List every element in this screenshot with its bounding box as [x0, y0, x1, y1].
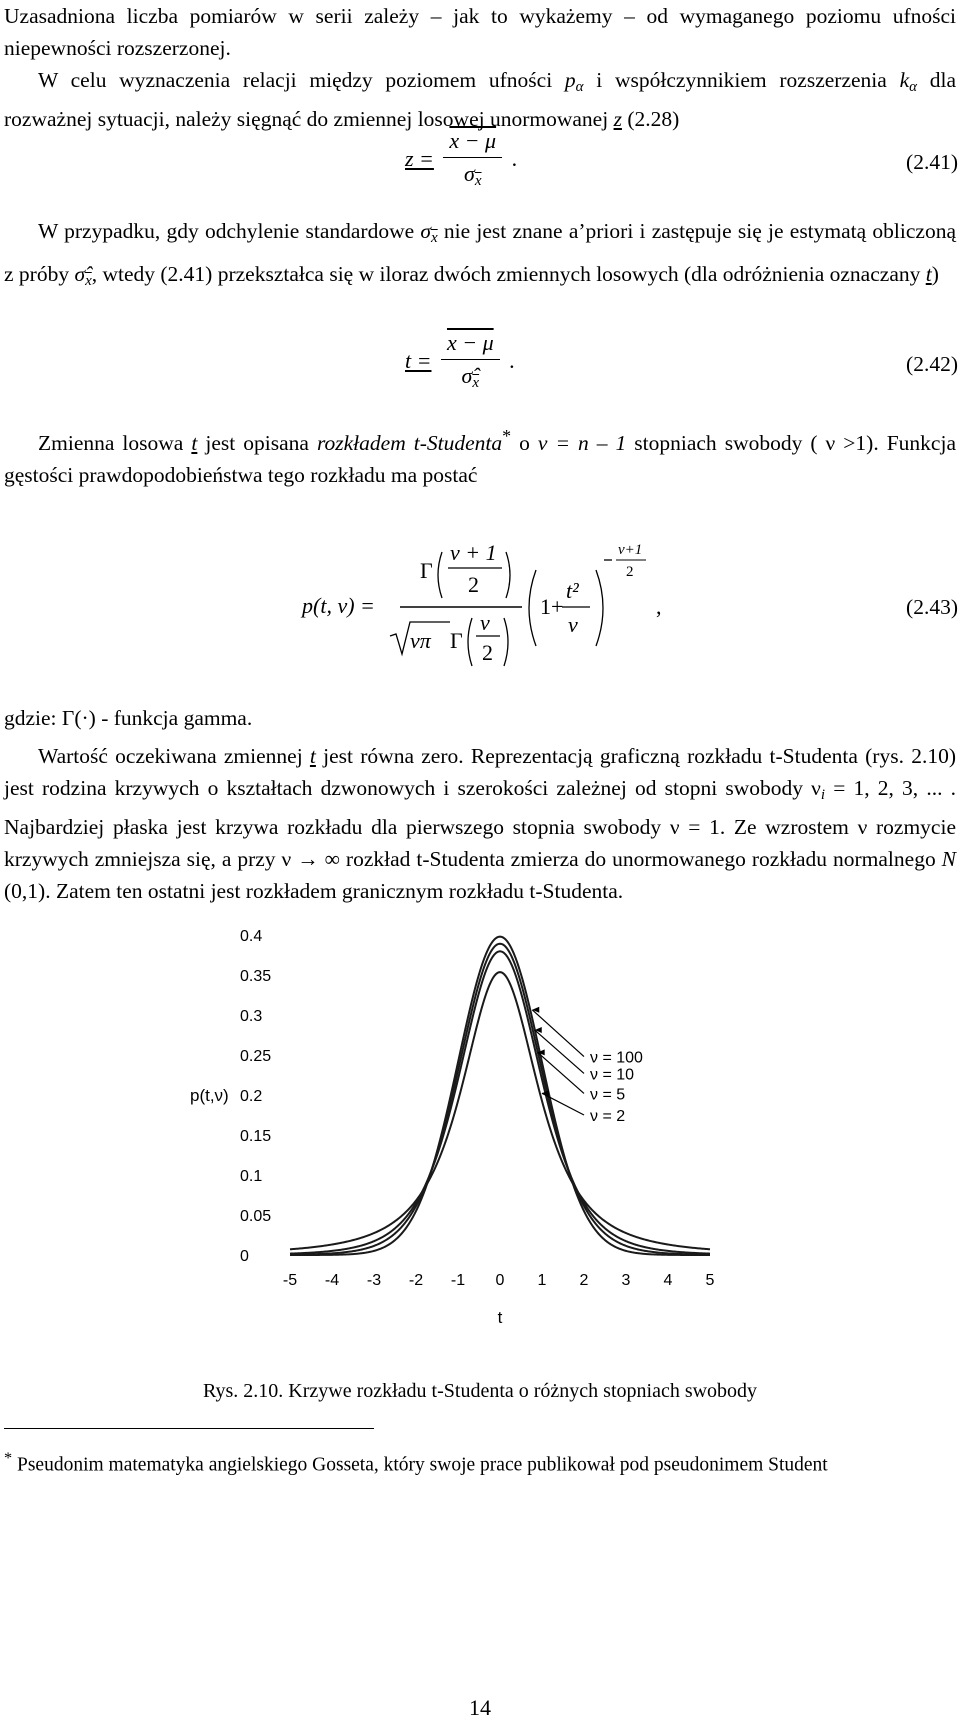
x-tick-label: -5 [282, 1272, 298, 1289]
eq-lhs: p(t, ν) = [302, 593, 375, 618]
t-squared: t² [566, 578, 579, 603]
sigma-subscript: x [431, 230, 438, 246]
y-tick-label: 0.15 [240, 1128, 272, 1145]
y-tick-label: 0.3 [240, 1008, 263, 1025]
text-span: , wtedy (2.41) przekształca się w iloraz dwóch zmiennych losowych (dla odróżnienia oznaczany [91, 262, 926, 286]
eq-tail: , [656, 594, 662, 619]
equation-2-43 [300, 530, 680, 675]
numerator-text: x − μ [449, 128, 497, 153]
gamma-numerator: Γ [420, 558, 433, 583]
y-tick-label: 0.4 [240, 928, 263, 945]
footnote-separator [4, 1428, 374, 1429]
fraction-denominator [464, 158, 482, 194]
fraction [441, 330, 500, 396]
x-tick-label: -3 [366, 1272, 382, 1289]
text-span: dla rozważnej sytuacji, należy sięgnąć do zmiennej losowej unormowanej [4, 68, 956, 131]
fraction-numerator [441, 330, 500, 360]
legend-arrowhead-nu-100 [532, 1007, 539, 1013]
y-tick-label: 0.05 [240, 1208, 272, 1225]
chart-svg [190, 925, 830, 1355]
gamma-den-arg-top: ν [480, 610, 490, 635]
sigma-subscript: x [474, 173, 482, 189]
legend-label-nu-100: ν = 100 [590, 1049, 643, 1067]
nu-denominator: ν [568, 612, 578, 637]
fraction-denominator [462, 360, 480, 396]
p-symbol: p [564, 68, 576, 92]
x-tick-label: -1 [450, 1272, 466, 1289]
equation-2-42 [405, 330, 515, 396]
text-span: ) [931, 262, 939, 286]
fraction-numerator [443, 128, 502, 158]
page-number: 14 [469, 1695, 491, 1720]
text-span: W przypadku, gdy odchylenie standardowe [38, 219, 421, 243]
eq-lhs: z = [405, 146, 434, 172]
t-symbol: t [925, 262, 932, 286]
equation-number-2-43: (2.43) [906, 595, 958, 619]
gamma-denominator: Γ [450, 628, 463, 653]
text-span: stopniach swobody ( ν >1). Funkcja gęstości prawdopodobieństwa tego rozkładu ma postać [4, 431, 956, 488]
t-symbol: t [309, 744, 316, 768]
paragraph-expected-value [4, 740, 956, 907]
sqrt-nu-pi: νπ [410, 628, 431, 653]
t-symbol: t [191, 431, 198, 456]
sigma-symbol: σ [420, 219, 431, 243]
footnote-marker: * [4, 1449, 13, 1467]
legend-label-nu-10: ν = 10 [590, 1066, 635, 1084]
intro-paragraph [4, 0, 956, 135]
alpha-subscript: α [909, 79, 917, 95]
sigma-hat-symbol: σ̂ [74, 262, 86, 286]
text-span: Zmienna losowa [38, 431, 192, 456]
y-tick-label: 0.1 [240, 1168, 263, 1185]
paragraph-sigma-estimate [4, 213, 956, 299]
legend-label-nu-5: ν = 5 [590, 1086, 626, 1104]
x-tick-label: 1 [537, 1272, 547, 1289]
legend-label-nu-2: ν = 2 [590, 1108, 626, 1125]
text-span: = 1, 2, 3, ... . Najbardziej płaska jest krzywa rozkładu dla pierwszego stopnia swobody ν = 1. Ze wzrostem ν rozmycie krzywych zmniejsza się, a przy ν → ∞ rozkład t-Studenta zmierza do unormowanego rozkładu normalnego [4, 776, 956, 871]
text-span: jest równa zero. Reprezentacją graficzną rozkładu t-Studenta (rys. 2.10) jest rodzina krzywych o kształtach dzwonowych i szerokości zależnej od stopni swobody ν [4, 744, 956, 800]
text-span: (0,1). Zatem ten ostatni jest rozkładem granicznym rozkładu t-Studenta. [4, 879, 624, 903]
eq-lhs: t = [405, 348, 432, 374]
fraction [443, 128, 502, 194]
gamma-den-arg-bottom: 2 [482, 640, 493, 665]
x-tick-label: 5 [705, 1272, 715, 1289]
x-tick-label: 0 [495, 1272, 505, 1289]
i-subscript: i [820, 787, 826, 803]
x-tick-label: 2 [579, 1272, 589, 1289]
footnote-marker: * [502, 426, 512, 446]
nu-equation: ν = n – 1 [537, 431, 627, 456]
x-tick-label: -4 [324, 1272, 340, 1289]
y-axis-label: p(t,ν) [190, 1086, 229, 1105]
y-tick-label: 0 [240, 1248, 249, 1265]
curve-nu-2 [290, 972, 710, 1249]
text-span: nie jest znane a’priori i zastępuje się je estymatą obliczoną z próby [4, 219, 956, 286]
intro-line-1: Uzasadniona liczba pomiarów w serii zależy – jak to wykażemy – od wymaganego poziomu ufności niepewności rozszerzonej. [4, 4, 956, 60]
curve-nu-5 [290, 951, 710, 1253]
sigma-subscript: x [472, 375, 480, 391]
text-span: i współczynnikiem rozszerzenia [583, 68, 900, 92]
numerator-text: x − μ [446, 330, 494, 355]
gamma-arg-bottom: 2 [468, 572, 479, 597]
paragraph-student-dist [4, 420, 956, 491]
one-plus: 1+ [540, 594, 564, 619]
z-symbol: z [613, 107, 622, 131]
eq-tail: . [509, 348, 515, 374]
eq-tail: . [511, 146, 518, 172]
text-span: jest opisana [197, 431, 317, 456]
y-tick-label: 0.2 [240, 1088, 263, 1105]
equation-2-41 [405, 128, 517, 194]
x-axis-label: t [497, 1308, 503, 1327]
text-span: o [511, 431, 538, 456]
sigma-subscript: x [85, 273, 92, 289]
sigma-symbol: σ [463, 161, 475, 186]
y-tick-label: 0.35 [240, 968, 272, 985]
text-span: W celu wyznaczenia relacji między poziomem ufności [38, 68, 565, 92]
text-span: (2.28) [621, 107, 680, 131]
intro-line-2 [4, 64, 956, 135]
t-student-chart [190, 925, 830, 1355]
footnote-text: Pseudonim matematyka angielskiego Gosseta, który swoje prace publikował pod pseudonimem Student [12, 1454, 828, 1476]
distribution-name: rozkładem t-Studenta [316, 431, 503, 456]
curve-nu-10 [290, 944, 710, 1255]
exponent-top: ν+1 [618, 542, 643, 558]
sigma-hat-symbol: σ̂ [461, 363, 473, 388]
equation-number-2-41: (2.41) [906, 150, 958, 174]
k-symbol: k [899, 68, 910, 92]
y-tick-label: 0.25 [240, 1048, 272, 1065]
x-tick-label: -2 [408, 1272, 424, 1289]
curve-nu-100 [290, 937, 710, 1255]
x-tick-label: 4 [663, 1272, 673, 1289]
text-span: Wartość oczekiwana zmiennej [38, 744, 310, 768]
gamma-arg-top: ν + 1 [450, 540, 497, 565]
figure-caption: Rys. 2.10. Krzywe rozkładu t-Studenta o różnych stopniach swobody [202, 1380, 758, 1402]
x-tick-label: 3 [621, 1272, 631, 1289]
N-symbol: N [941, 847, 956, 871]
equation-number-2-42: (2.42) [906, 352, 958, 376]
gamma-definition: gdzie: Γ(·) - funkcja gamma. [4, 706, 253, 730]
alpha-subscript: α [575, 79, 584, 95]
footnote [4, 1444, 954, 1480]
exponent-bottom: 2 [626, 564, 634, 580]
